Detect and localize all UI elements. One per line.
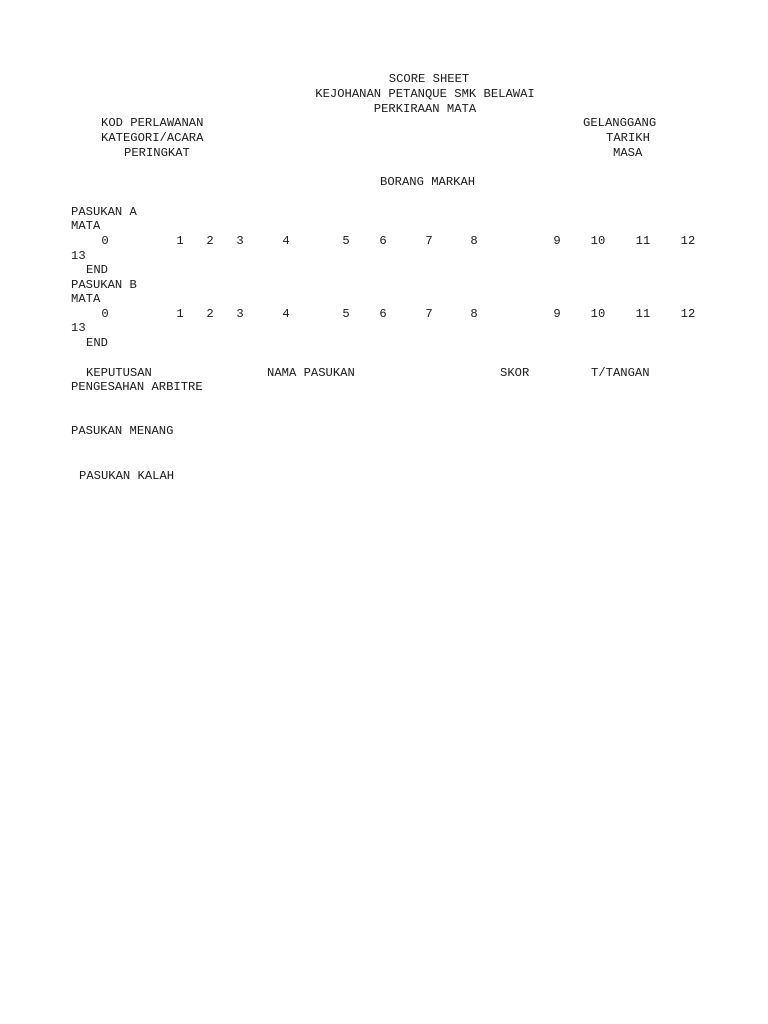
- team-a-mata-label: MATA: [71, 219, 101, 233]
- score-number: 4: [282, 234, 290, 248]
- nama-pasukan-label: NAMA PASUKAN: [267, 366, 355, 380]
- kod-perlawanan-label: KOD PERLAWANAN: [101, 116, 204, 130]
- team-b-label: PASUKAN B: [71, 278, 137, 292]
- peringkat-label: PERINGKAT: [124, 146, 190, 160]
- team-b-end-label: END: [86, 336, 108, 350]
- score-number: 1: [176, 234, 184, 248]
- score-number: 10: [590, 234, 606, 248]
- score-number: 7: [425, 307, 433, 321]
- kategori-acara-label: KATEGORI/ACARA: [101, 131, 204, 145]
- score-number: 8: [470, 307, 478, 321]
- score-number: 7: [425, 234, 433, 248]
- score-number: 11: [635, 234, 651, 248]
- score-number: 2: [206, 307, 214, 321]
- score-number: 13: [71, 249, 86, 263]
- sheet-subtitle: PERKIRAAN MATA: [373, 102, 477, 116]
- score-number: 6: [379, 307, 387, 321]
- team-b-mata-label: MATA: [71, 292, 101, 306]
- score-number: 10: [590, 307, 606, 321]
- pengesahan-arbitre-label: PENGESAHAN ARBITRE: [71, 380, 203, 394]
- score-number: 9: [553, 234, 561, 248]
- score-number: 3: [236, 307, 244, 321]
- keputusan-label: KEPUTUSAN: [86, 366, 152, 380]
- tarikh-label: TARIKH: [606, 131, 650, 145]
- borang-markah-heading: BORANG MARKAH: [380, 175, 476, 189]
- pasukan-menang-label: PASUKAN MENANG: [71, 424, 174, 438]
- team-a-end-label: END: [86, 263, 108, 277]
- score-number: 5: [342, 234, 350, 248]
- score-number: 1: [176, 307, 184, 321]
- score-number: 6: [379, 234, 387, 248]
- t-tangan-label: T/TANGAN: [591, 366, 650, 380]
- skor-label: SKOR: [500, 366, 530, 380]
- team-a-label: PASUKAN A: [71, 205, 137, 219]
- score-number: 0: [101, 307, 109, 321]
- sheet-title: SCORE SHEET: [388, 72, 470, 86]
- score-number: 12: [680, 234, 696, 248]
- score-number: 13: [71, 321, 86, 335]
- score-number: 4: [282, 307, 290, 321]
- score-number: 9: [553, 307, 561, 321]
- score-number: 8: [470, 234, 478, 248]
- score-number: 0: [101, 234, 109, 248]
- score-number: 2: [206, 234, 214, 248]
- score-number: 11: [635, 307, 651, 321]
- score-number: 3: [236, 234, 244, 248]
- event-name: KEJOHANAN PETANQUE SMK BELAWAI: [315, 87, 535, 101]
- score-number: 12: [680, 307, 696, 321]
- masa-label: MASA: [613, 146, 643, 160]
- score-number: 5: [342, 307, 350, 321]
- pasukan-kalah-label: PASUKAN KALAH: [79, 469, 175, 483]
- gelanggang-label: GELANGGANG: [583, 116, 657, 130]
